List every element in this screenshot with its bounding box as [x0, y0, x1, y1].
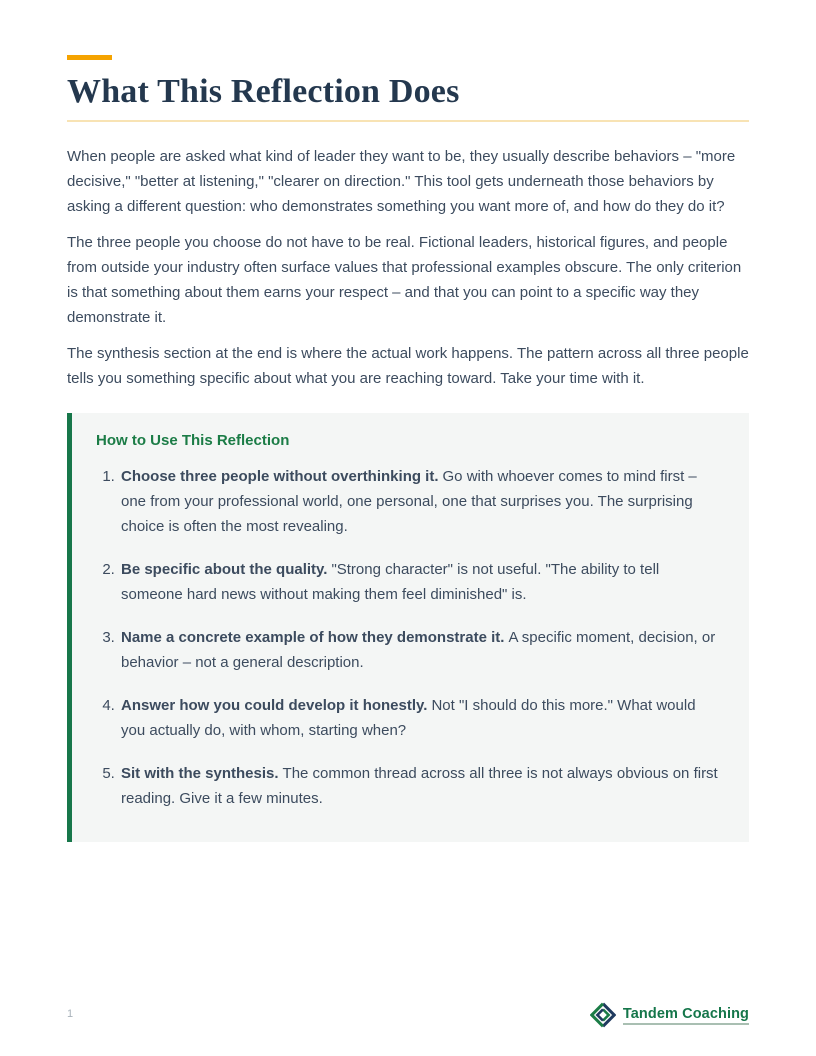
how-to-item-rest: A specific moment, decision, or behavior – not a general description. — [121, 629, 716, 672]
how-to-item-lead: Sit with the synthesis. — [121, 765, 279, 783]
page-title: What This Reflection Does — [67, 73, 460, 110]
how-to-item-rest: Go with whoever comes to mind first – one from your professional world, one personal, one that surprises you. The surprising choice is often the most revealing. — [121, 468, 697, 536]
intro-paragraph: The three people you choose do not have to be real. Fictional leaders, historical figures, and people from outside your industry often surface values that professional examples obscure. The only criterion is that something about them earns your respect – and that you can point to a specific way they demonstrate it. — [67, 234, 742, 327]
intro-paragraph: When people are asked what kind of leader they want to be, they usually describe behaviors – "more decisive," "better at listening," "clearer on direction." This tool gets underneath those behaviors by asking a different question: who demonstrates something you want more of, and how do they do it? — [67, 148, 736, 216]
how-to-item-lead: Be specific about the quality. — [121, 561, 328, 579]
title-underline — [67, 120, 749, 122]
how-to-item-lead: Answer how you could develop it honestly. — [121, 697, 428, 715]
how-to-item — [119, 693, 719, 743]
logo-text: Tandem Coaching — [623, 1006, 749, 1025]
how-to-item — [119, 557, 719, 607]
tandem-coaching-logo[interactable] — [590, 1002, 749, 1028]
how-to-box — [67, 413, 749, 842]
how-to-item — [119, 464, 719, 539]
how-to-item — [119, 761, 719, 811]
how-to-item-lead: Choose three people without overthinking it. — [121, 468, 439, 486]
page-content — [67, 0, 749, 842]
how-to-item-lead: Name a concrete example of how they demonstrate it. — [121, 629, 505, 647]
tandem-logo-icon — [590, 1002, 616, 1028]
how-to-item — [119, 625, 719, 675]
how-to-item-rest: "Strong character" is not useful. "The ability to tell someone hard news without making them feel diminished" is. — [121, 561, 660, 604]
how-to-list — [96, 464, 719, 811]
intro-paragraph: The synthesis section at the end is where the actual work happens. The pattern across all three people tells you something specific about what you are reaching toward. Take your time with it. — [67, 345, 749, 388]
how-to-item-rest: The common thread across all three is not always obvious on first reading. Give it a few minutes. — [121, 765, 718, 808]
how-to-heading: How to Use This Reflection — [96, 432, 290, 450]
how-to-item-rest: Not "I should do this more." What would you actually do, with whom, starting when? — [121, 697, 696, 740]
accent-bar — [67, 55, 112, 60]
page-number: 1 — [67, 1008, 74, 1020]
